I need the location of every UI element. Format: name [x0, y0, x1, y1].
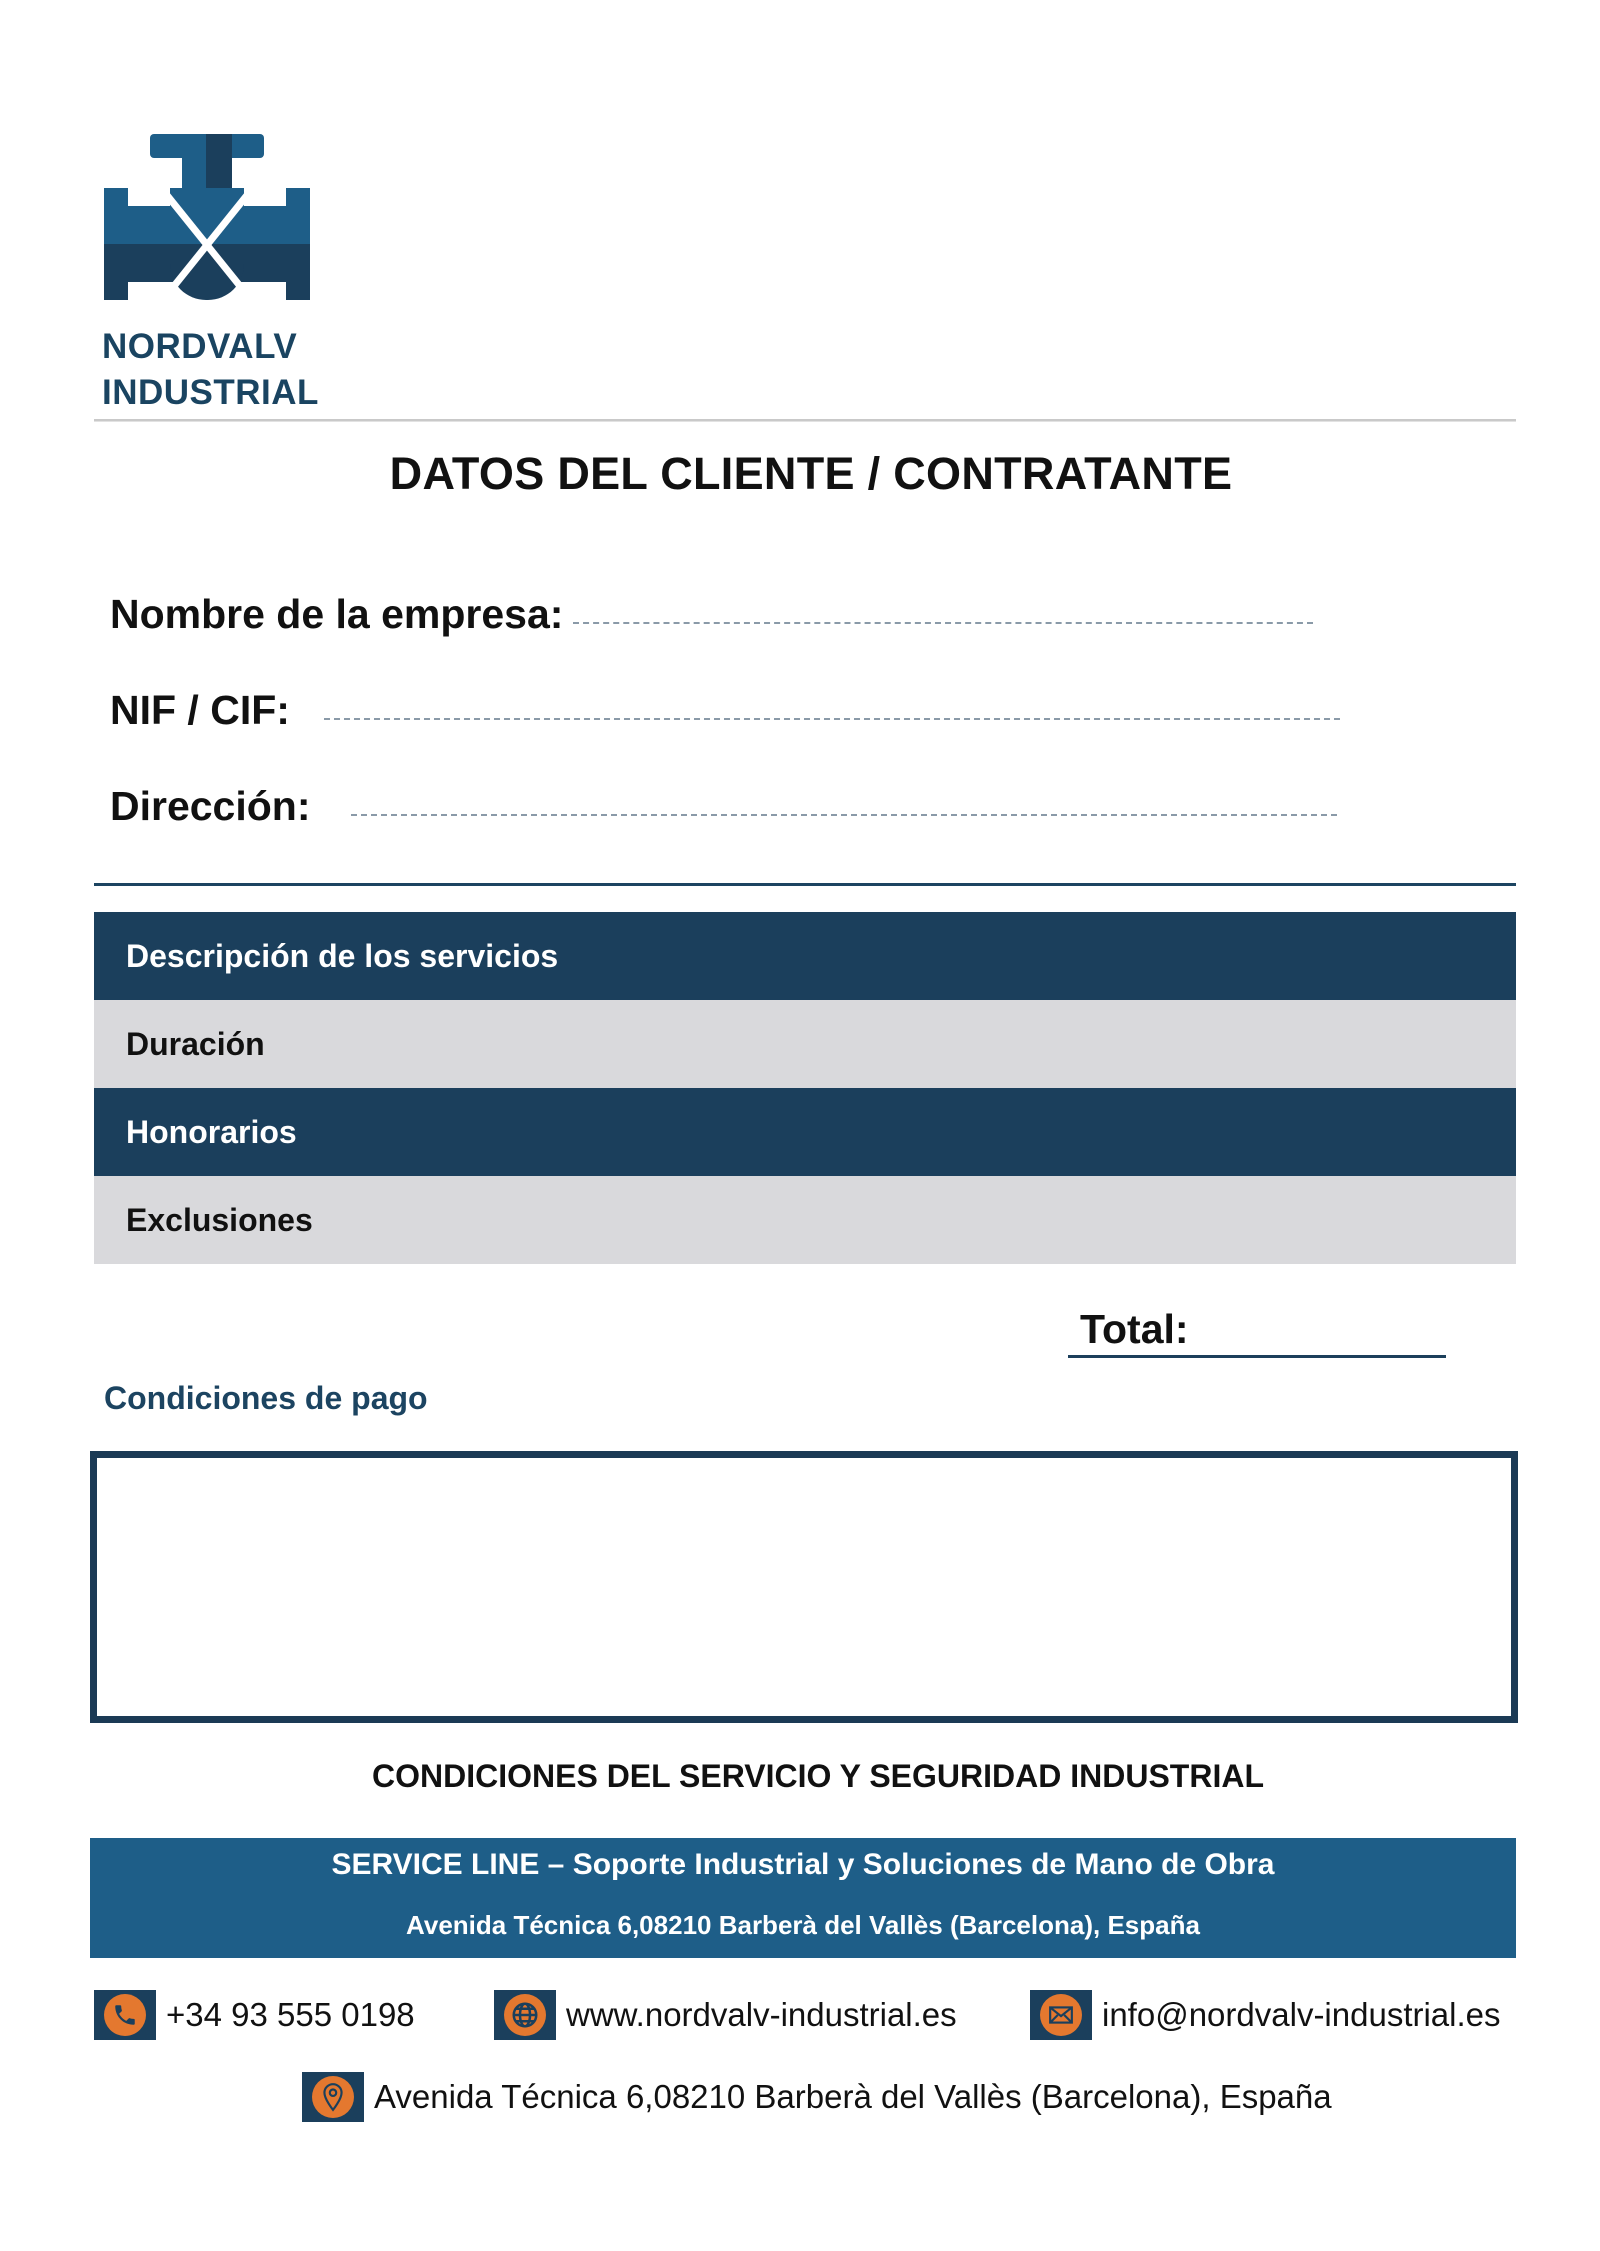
- website-text: www.nordvalv-industrial.es: [566, 1996, 957, 2033]
- location-pin-icon: [302, 2072, 364, 2122]
- address-label: Dirección:: [110, 783, 311, 829]
- company-name-field[interactable]: [110, 582, 1313, 638]
- service-line-address: Avenida Técnica 6,08210 Barberà del Vallès (Barcelona), España: [406, 1910, 1200, 1940]
- globe-icon: [494, 1990, 556, 2040]
- contact-phone[interactable]: [94, 1990, 415, 2040]
- address-text: Avenida Técnica 6,08210 Barberà del Vallès (Barcelona), España: [374, 2078, 1332, 2115]
- payment-conditions-box[interactable]: [90, 1451, 1518, 1723]
- company-name-line2: INDUSTRIAL: [102, 373, 319, 412]
- company-logo: [100, 128, 330, 304]
- total-field[interactable]: Total:: [1068, 1306, 1446, 1358]
- company-name-line1: NORDVALV: [102, 327, 298, 366]
- payment-conditions-label: Condiciones de pago: [104, 1380, 428, 1416]
- contact-email[interactable]: [1030, 1990, 1501, 2040]
- document-title: DATOS DEL CLIENTE / CONTRATANTE: [389, 448, 1233, 499]
- company-name: [102, 324, 319, 416]
- address-field[interactable]: [110, 774, 1337, 830]
- header-divider: [94, 419, 1516, 422]
- contact-address[interactable]: [302, 2072, 1332, 2122]
- company-name-line[interactable]: [573, 622, 1313, 624]
- service-line-banner: [90, 1838, 1516, 1958]
- nif-cif-field[interactable]: [110, 678, 1340, 734]
- phone-icon: [94, 1990, 156, 2040]
- contact-website[interactable]: [494, 1990, 957, 2040]
- row-duracion: Duración: [94, 1000, 1516, 1088]
- nif-cif-line[interactable]: [324, 718, 1340, 720]
- row-exclusiones: Exclusiones: [94, 1176, 1516, 1264]
- phone-text: +34 93 555 0198: [166, 1996, 415, 2033]
- section-divider: [94, 883, 1516, 886]
- conditions-title: CONDICIONES DEL SERVICIO Y SEGURIDAD INDUSTRIAL: [372, 1758, 1264, 1794]
- mail-icon: [1030, 1990, 1092, 2040]
- address-line[interactable]: [351, 814, 1337, 816]
- company-name-label: Nombre de la empresa:: [110, 591, 564, 637]
- nif-cif-label: NIF / CIF:: [110, 687, 290, 733]
- service-line-title: SERVICE LINE – Soporte Industrial y Soluciones de Mano de Obra: [331, 1848, 1275, 1881]
- row-descripcion: Descripción de los servicios: [94, 912, 1516, 1000]
- email-text: info@nordvalv-industrial.es: [1102, 1996, 1501, 2033]
- row-honorarios: Honorarios: [94, 1088, 1516, 1176]
